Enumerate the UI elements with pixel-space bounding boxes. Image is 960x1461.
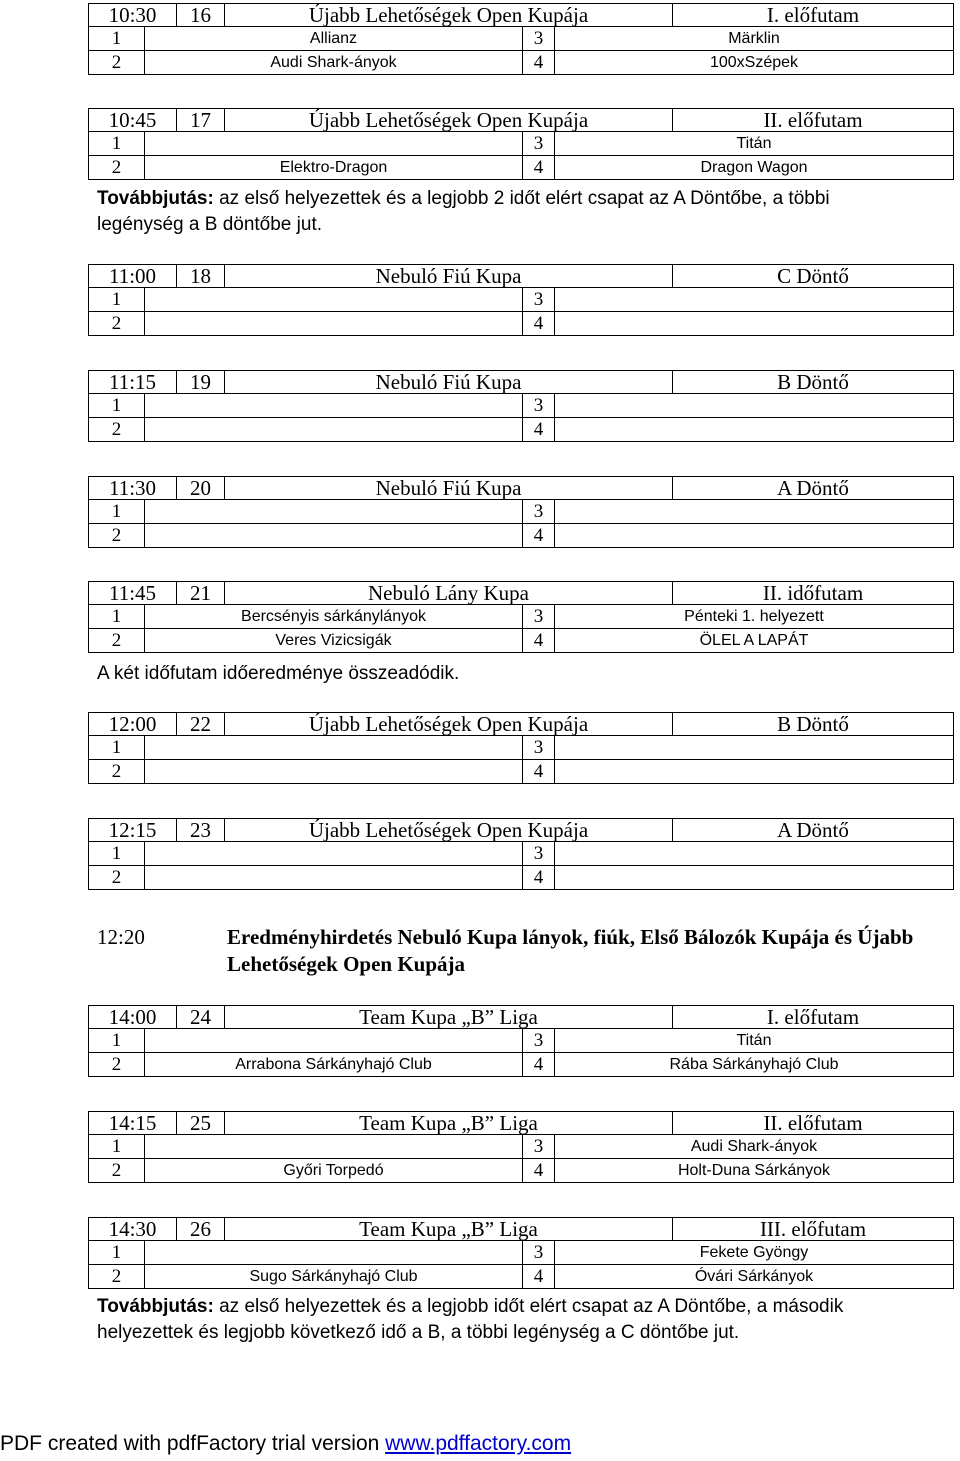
lane-row xyxy=(88,394,954,418)
race-header xyxy=(88,1005,954,1029)
team-name: Bercsényis sárkánylányok xyxy=(145,605,523,628)
race-title: Team Kupa „B” Liga xyxy=(225,1006,673,1028)
team-name xyxy=(555,288,953,311)
race-number: 24 xyxy=(177,1006,225,1028)
team-name: Märklin xyxy=(728,29,780,47)
qualification-label: Továbbjutás: xyxy=(97,188,214,209)
lane-row xyxy=(88,500,954,524)
team-name xyxy=(145,760,523,783)
lane-number: 2 xyxy=(89,1265,145,1288)
lane-row xyxy=(88,605,954,629)
race-header xyxy=(88,581,954,605)
lane-row xyxy=(88,629,954,653)
team-name xyxy=(145,524,523,547)
team-name xyxy=(145,500,523,523)
team-name xyxy=(555,866,953,889)
race-block xyxy=(88,108,954,180)
team-name: Győri Torpedó xyxy=(145,1159,523,1182)
race-round: A Döntő xyxy=(777,475,849,500)
team-name xyxy=(145,132,523,155)
lane-number: 4 xyxy=(523,866,555,889)
race-block xyxy=(88,712,954,784)
lane-number: 2 xyxy=(89,629,145,652)
lane-number: 2 xyxy=(89,312,145,335)
lane-number: 4 xyxy=(523,1053,555,1076)
team-name xyxy=(555,312,953,335)
race-block xyxy=(88,818,954,890)
lane-row xyxy=(88,736,954,760)
team-name xyxy=(145,1135,523,1158)
lane-row xyxy=(88,842,954,866)
race-title: Újabb Lehetőségek Open Kupája xyxy=(225,713,673,735)
lane-number: 1 xyxy=(89,27,145,50)
lane-number: 4 xyxy=(523,524,555,547)
race-header xyxy=(88,476,954,500)
lane-row xyxy=(88,288,954,312)
team-name xyxy=(145,418,523,441)
team-name: Dragon Wagon xyxy=(700,158,808,176)
race-header xyxy=(88,264,954,288)
team-name: Sugo Sárkányhajó Club xyxy=(145,1265,523,1288)
lane-number: 4 xyxy=(523,1159,555,1182)
race-time: 11:45 xyxy=(89,582,177,604)
lane-number: 3 xyxy=(523,288,555,311)
team-name xyxy=(555,842,953,865)
lane-number: 4 xyxy=(523,156,555,179)
footer-link[interactable]: www.pdffactory.com xyxy=(385,1432,572,1455)
lane-number: 2 xyxy=(89,866,145,889)
race-number: 17 xyxy=(177,109,225,131)
team-name xyxy=(145,866,523,889)
lane-row xyxy=(88,156,954,180)
lane-number: 1 xyxy=(89,288,145,311)
lane-number: 1 xyxy=(89,500,145,523)
race-round: A Döntő xyxy=(777,817,849,842)
team-name: Elektro-Dragon xyxy=(145,156,523,179)
lane-row xyxy=(88,132,954,156)
race-block xyxy=(88,1111,954,1183)
lane-number: 4 xyxy=(523,629,555,652)
team-name: Holt-Duna Sárkányok xyxy=(677,1161,831,1179)
race-time: 14:15 xyxy=(89,1112,177,1134)
team-name: Audi Shark-ányok xyxy=(690,1137,818,1155)
lane-number: 1 xyxy=(89,394,145,417)
team-name xyxy=(145,312,523,335)
lane-number: 3 xyxy=(523,1241,555,1264)
race-number: 26 xyxy=(177,1218,225,1240)
race-title: Nebuló Fiú Kupa xyxy=(225,265,673,287)
lane-number: 2 xyxy=(89,1053,145,1076)
race-header xyxy=(88,108,954,132)
lane-number: 4 xyxy=(523,1265,555,1288)
race-number: 22 xyxy=(177,713,225,735)
lane-row xyxy=(88,1241,954,1265)
qualification-note-2 xyxy=(97,1294,877,1346)
lane-number: 4 xyxy=(523,760,555,783)
race-time: 11:30 xyxy=(89,477,177,499)
race-time: 11:00 xyxy=(89,265,177,287)
lane-row xyxy=(88,524,954,548)
lane-number: 2 xyxy=(89,1159,145,1182)
team-name xyxy=(145,842,523,865)
race-block xyxy=(88,476,954,548)
team-name: Allianz xyxy=(145,27,523,50)
race-title: Nebuló Fiú Kupa xyxy=(225,371,673,393)
lane-row xyxy=(88,866,954,890)
lane-row xyxy=(88,1053,954,1077)
race-time: 10:45 xyxy=(89,109,177,131)
race-number: 21 xyxy=(177,582,225,604)
time-trial-note xyxy=(97,661,877,687)
race-round: II. időfutam xyxy=(762,580,864,605)
race-round: C Döntő xyxy=(777,263,849,288)
race-number: 23 xyxy=(177,819,225,841)
race-time: 14:00 xyxy=(89,1006,177,1028)
lane-number: 2 xyxy=(89,51,145,74)
team-name: Titán xyxy=(736,134,772,152)
race-round: B Döntő xyxy=(777,369,849,394)
time-trial-text: A két időfutam időeredménye összeadódik. xyxy=(97,663,460,684)
race-header xyxy=(88,712,954,736)
lane-row xyxy=(88,1159,954,1183)
lane-number: 3 xyxy=(523,736,555,759)
qualification-text: az első helyezettek és a legjobb 2 időt elért csapat az A Döntőbe, a többi legénység a B döntőbe jut. xyxy=(97,188,830,235)
team-name xyxy=(145,736,523,759)
race-block xyxy=(88,370,954,442)
race-round: I. előfutam xyxy=(766,2,860,27)
race-round: I. előfutam xyxy=(766,1004,860,1029)
lane-number: 4 xyxy=(523,312,555,335)
race-round: B Döntő xyxy=(777,711,849,736)
race-time: 14:30 xyxy=(89,1218,177,1240)
lane-number: 3 xyxy=(523,27,555,50)
lane-number: 3 xyxy=(523,132,555,155)
team-name: Pénteki 1. helyezett xyxy=(684,607,824,625)
race-round: II. előfutam xyxy=(763,1110,863,1135)
lane-number: 1 xyxy=(89,132,145,155)
team-name: Rába Sárkányhajó Club xyxy=(669,1055,839,1073)
lane-number: 4 xyxy=(523,418,555,441)
team-name xyxy=(555,524,953,547)
lane-row xyxy=(88,1029,954,1053)
race-number: 16 xyxy=(177,4,225,26)
award-text: Eredményhirdetés Nebuló Kupa lányok, fiúk, Első Bálozók Kupája és Újabb Lehetőségek Open Kupája xyxy=(227,925,914,976)
race-number: 25 xyxy=(177,1112,225,1134)
race-header xyxy=(88,818,954,842)
lane-row xyxy=(88,418,954,442)
team-name xyxy=(555,418,953,441)
race-time: 12:00 xyxy=(89,713,177,735)
race-number: 20 xyxy=(177,477,225,499)
team-name xyxy=(145,288,523,311)
lane-number: 1 xyxy=(89,842,145,865)
team-name: Óvári Sárkányok xyxy=(694,1267,814,1285)
race-block xyxy=(88,581,954,653)
race-number: 18 xyxy=(177,265,225,287)
race-title: Team Kupa „B” Liga xyxy=(225,1218,673,1240)
lane-row xyxy=(88,1265,954,1289)
team-name xyxy=(555,760,953,783)
lane-number: 3 xyxy=(523,842,555,865)
footer-text: PDF created with pdfFactory trial version xyxy=(0,1432,386,1455)
lane-number: 3 xyxy=(523,394,555,417)
lane-number: 4 xyxy=(523,51,555,74)
team-name: Veres Vizicsigák xyxy=(145,629,523,652)
race-header xyxy=(88,1111,954,1135)
qualification-text: az első helyezettek és a legjobb időt elért csapat az A Döntőbe, a második helyezettek és legjobb következő idő a B, a többi legénység a C döntőbe jut. xyxy=(97,1296,844,1343)
lane-number: 2 xyxy=(89,760,145,783)
lane-number: 3 xyxy=(523,500,555,523)
lane-row xyxy=(88,312,954,336)
race-block xyxy=(88,1005,954,1077)
race-block xyxy=(88,3,954,75)
lane-number: 2 xyxy=(89,524,145,547)
lane-row xyxy=(88,27,954,51)
pdf-footer xyxy=(0,1432,571,1456)
team-name xyxy=(555,736,953,759)
race-time: 10:30 xyxy=(89,4,177,26)
lane-number: 1 xyxy=(89,605,145,628)
team-name: Arrabona Sárkányhajó Club xyxy=(145,1053,523,1076)
race-time: 12:15 xyxy=(89,819,177,841)
team-name: 100xSzépek xyxy=(709,53,799,71)
race-block xyxy=(88,264,954,336)
qualification-note-1 xyxy=(97,186,877,238)
race-title: Újabb Lehetőségek Open Kupája xyxy=(225,4,673,26)
team-name xyxy=(555,500,953,523)
race-header xyxy=(88,370,954,394)
lane-number: 2 xyxy=(89,418,145,441)
race-title: Újabb Lehetőségek Open Kupája xyxy=(225,109,673,131)
race-title: Team Kupa „B” Liga xyxy=(225,1112,673,1134)
race-block xyxy=(88,1217,954,1289)
race-title: Újabb Lehetőségek Open Kupája xyxy=(225,819,673,841)
race-time: 11:15 xyxy=(89,371,177,393)
lane-number: 2 xyxy=(89,156,145,179)
race-round: II. előfutam xyxy=(763,107,863,132)
award-time: 12:20 xyxy=(97,925,145,949)
race-title: Nebuló Fiú Kupa xyxy=(225,477,673,499)
team-name xyxy=(145,1241,523,1264)
race-header xyxy=(88,1217,954,1241)
team-name xyxy=(555,394,953,417)
lane-row xyxy=(88,51,954,75)
team-name: ÖLEL A LAPÁT xyxy=(699,631,809,649)
lane-number: 1 xyxy=(89,1135,145,1158)
race-round: III. előfutam xyxy=(759,1216,867,1241)
lane-number: 1 xyxy=(89,1241,145,1264)
lane-number: 1 xyxy=(89,736,145,759)
team-name: Audi Shark-ányok xyxy=(145,51,523,74)
team-name: Titán xyxy=(736,1031,772,1049)
team-name: Fekete Gyöngy xyxy=(699,1243,809,1261)
lane-number: 3 xyxy=(523,1029,555,1052)
race-title: Nebuló Lány Kupa xyxy=(225,582,673,604)
lane-row xyxy=(88,1135,954,1159)
qualification-label: Továbbjutás: xyxy=(97,1296,214,1317)
lane-number: 3 xyxy=(523,1135,555,1158)
race-number: 19 xyxy=(177,371,225,393)
lane-number: 3 xyxy=(523,605,555,628)
lane-row xyxy=(88,760,954,784)
team-name xyxy=(145,394,523,417)
team-name xyxy=(145,1029,523,1052)
lane-number: 1 xyxy=(89,1029,145,1052)
race-header xyxy=(88,3,954,27)
